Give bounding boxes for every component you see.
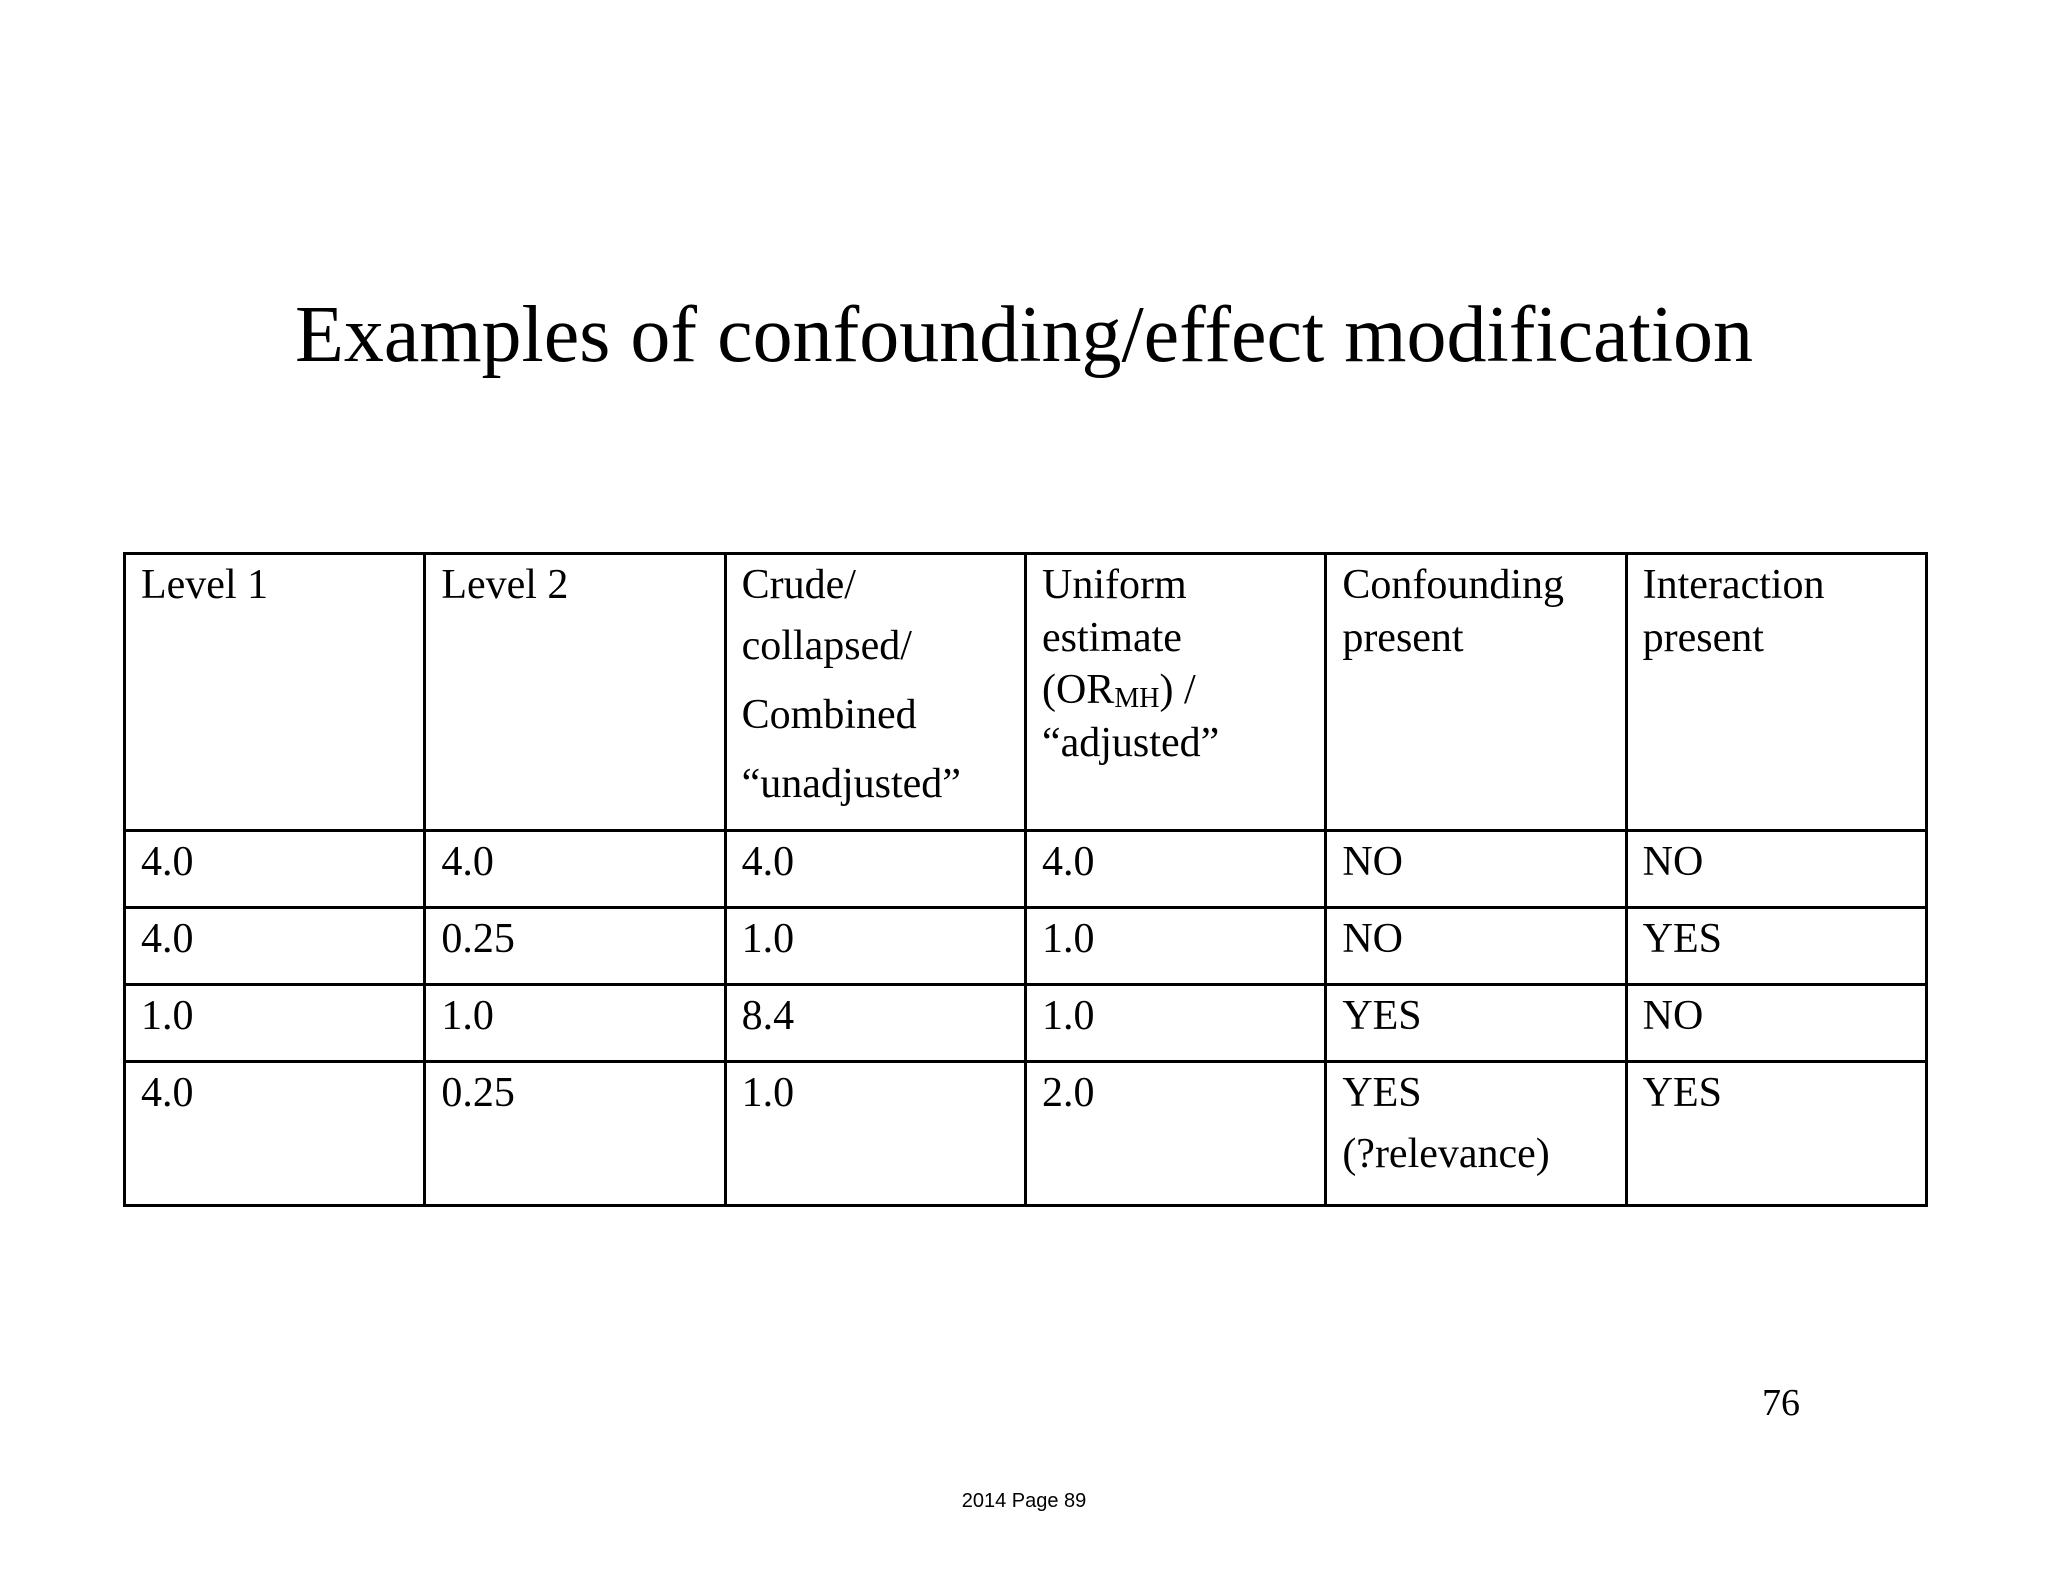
header-uniform-or-line: [1042, 664, 1310, 717]
table-cell: 4.0: [125, 908, 425, 985]
table-cell: 0.25: [425, 908, 725, 985]
table-cell: YES: [1626, 908, 1926, 985]
or-subscript: MH: [1114, 683, 1160, 714]
header-crude-line: “unadjusted”: [741, 761, 961, 808]
table-cell-confounding: [1326, 1062, 1626, 1206]
header-uniform-line: Uniform: [1041, 562, 1187, 608]
header-level-2-label: Level 2: [441, 562, 569, 608]
header-interaction-line: Interaction: [1642, 562, 1825, 608]
table-cell: YES: [1326, 985, 1626, 1062]
page-footer: 2014 Page 89: [961, 1490, 1087, 1512]
table-cell: 1.0: [1025, 908, 1325, 985]
table-cell: 4.0: [1025, 831, 1325, 908]
table-cell: NO: [1626, 831, 1926, 908]
table-cell: 1.0: [725, 1062, 1025, 1206]
or-prefix: (OR: [1041, 667, 1115, 713]
header-level-1-label: Level 1: [141, 562, 269, 608]
table-cell: NO: [1626, 985, 1926, 1062]
or-suffix: ) /: [1159, 667, 1196, 713]
header-interaction-line: present: [1642, 614, 1764, 661]
table-cell: 0.25: [425, 1062, 725, 1206]
table-cell: NO: [1326, 908, 1626, 985]
table-cell: YES: [1626, 1062, 1926, 1206]
table-cell: 1.0: [125, 985, 425, 1062]
header-level-2: [425, 554, 725, 831]
header-confounding-line: Confounding: [1342, 562, 1564, 608]
table-cell: 1.0: [425, 985, 725, 1062]
table-row: [125, 985, 1927, 1062]
header-crude-line: Crude/: [741, 562, 856, 608]
table-cell: NO: [1326, 831, 1626, 908]
slide-number: 76: [1762, 1382, 1800, 1424]
relevance-note: (?relevance): [1342, 1130, 1550, 1177]
table-cell: 4.0: [125, 831, 425, 908]
table-cell: 1.0: [725, 908, 1025, 985]
table-cell: 2.0: [1025, 1062, 1325, 1206]
confounding-table: [123, 552, 1928, 1207]
header-uniform-line: estimate: [1041, 614, 1182, 661]
table-cell: 1.0: [1025, 985, 1325, 1062]
header-crude-line: collapsed/: [741, 622, 912, 669]
header-confounding-line: present: [1342, 614, 1464, 661]
header-crude: [725, 554, 1025, 831]
table-cell: 4.0: [425, 831, 725, 908]
table-cell: 4.0: [125, 1062, 425, 1206]
table-cell: 8.4: [725, 985, 1025, 1062]
header-confounding: [1326, 554, 1626, 831]
table-row: [125, 908, 1927, 985]
cell-value: YES: [1342, 1070, 1422, 1117]
table-row: [125, 1062, 1927, 1206]
header-interaction: [1626, 554, 1926, 831]
header-level-1: [125, 554, 425, 831]
table-row: [125, 831, 1927, 908]
header-row: [125, 554, 1927, 831]
header-uniform-line: “adjusted”: [1041, 719, 1220, 766]
table-cell: 4.0: [725, 831, 1025, 908]
header-uniform-estimate: [1025, 554, 1325, 831]
header-crude-line: Combined: [741, 691, 917, 738]
slide-title: Examples of confounding/effect modification: [294, 291, 1754, 379]
